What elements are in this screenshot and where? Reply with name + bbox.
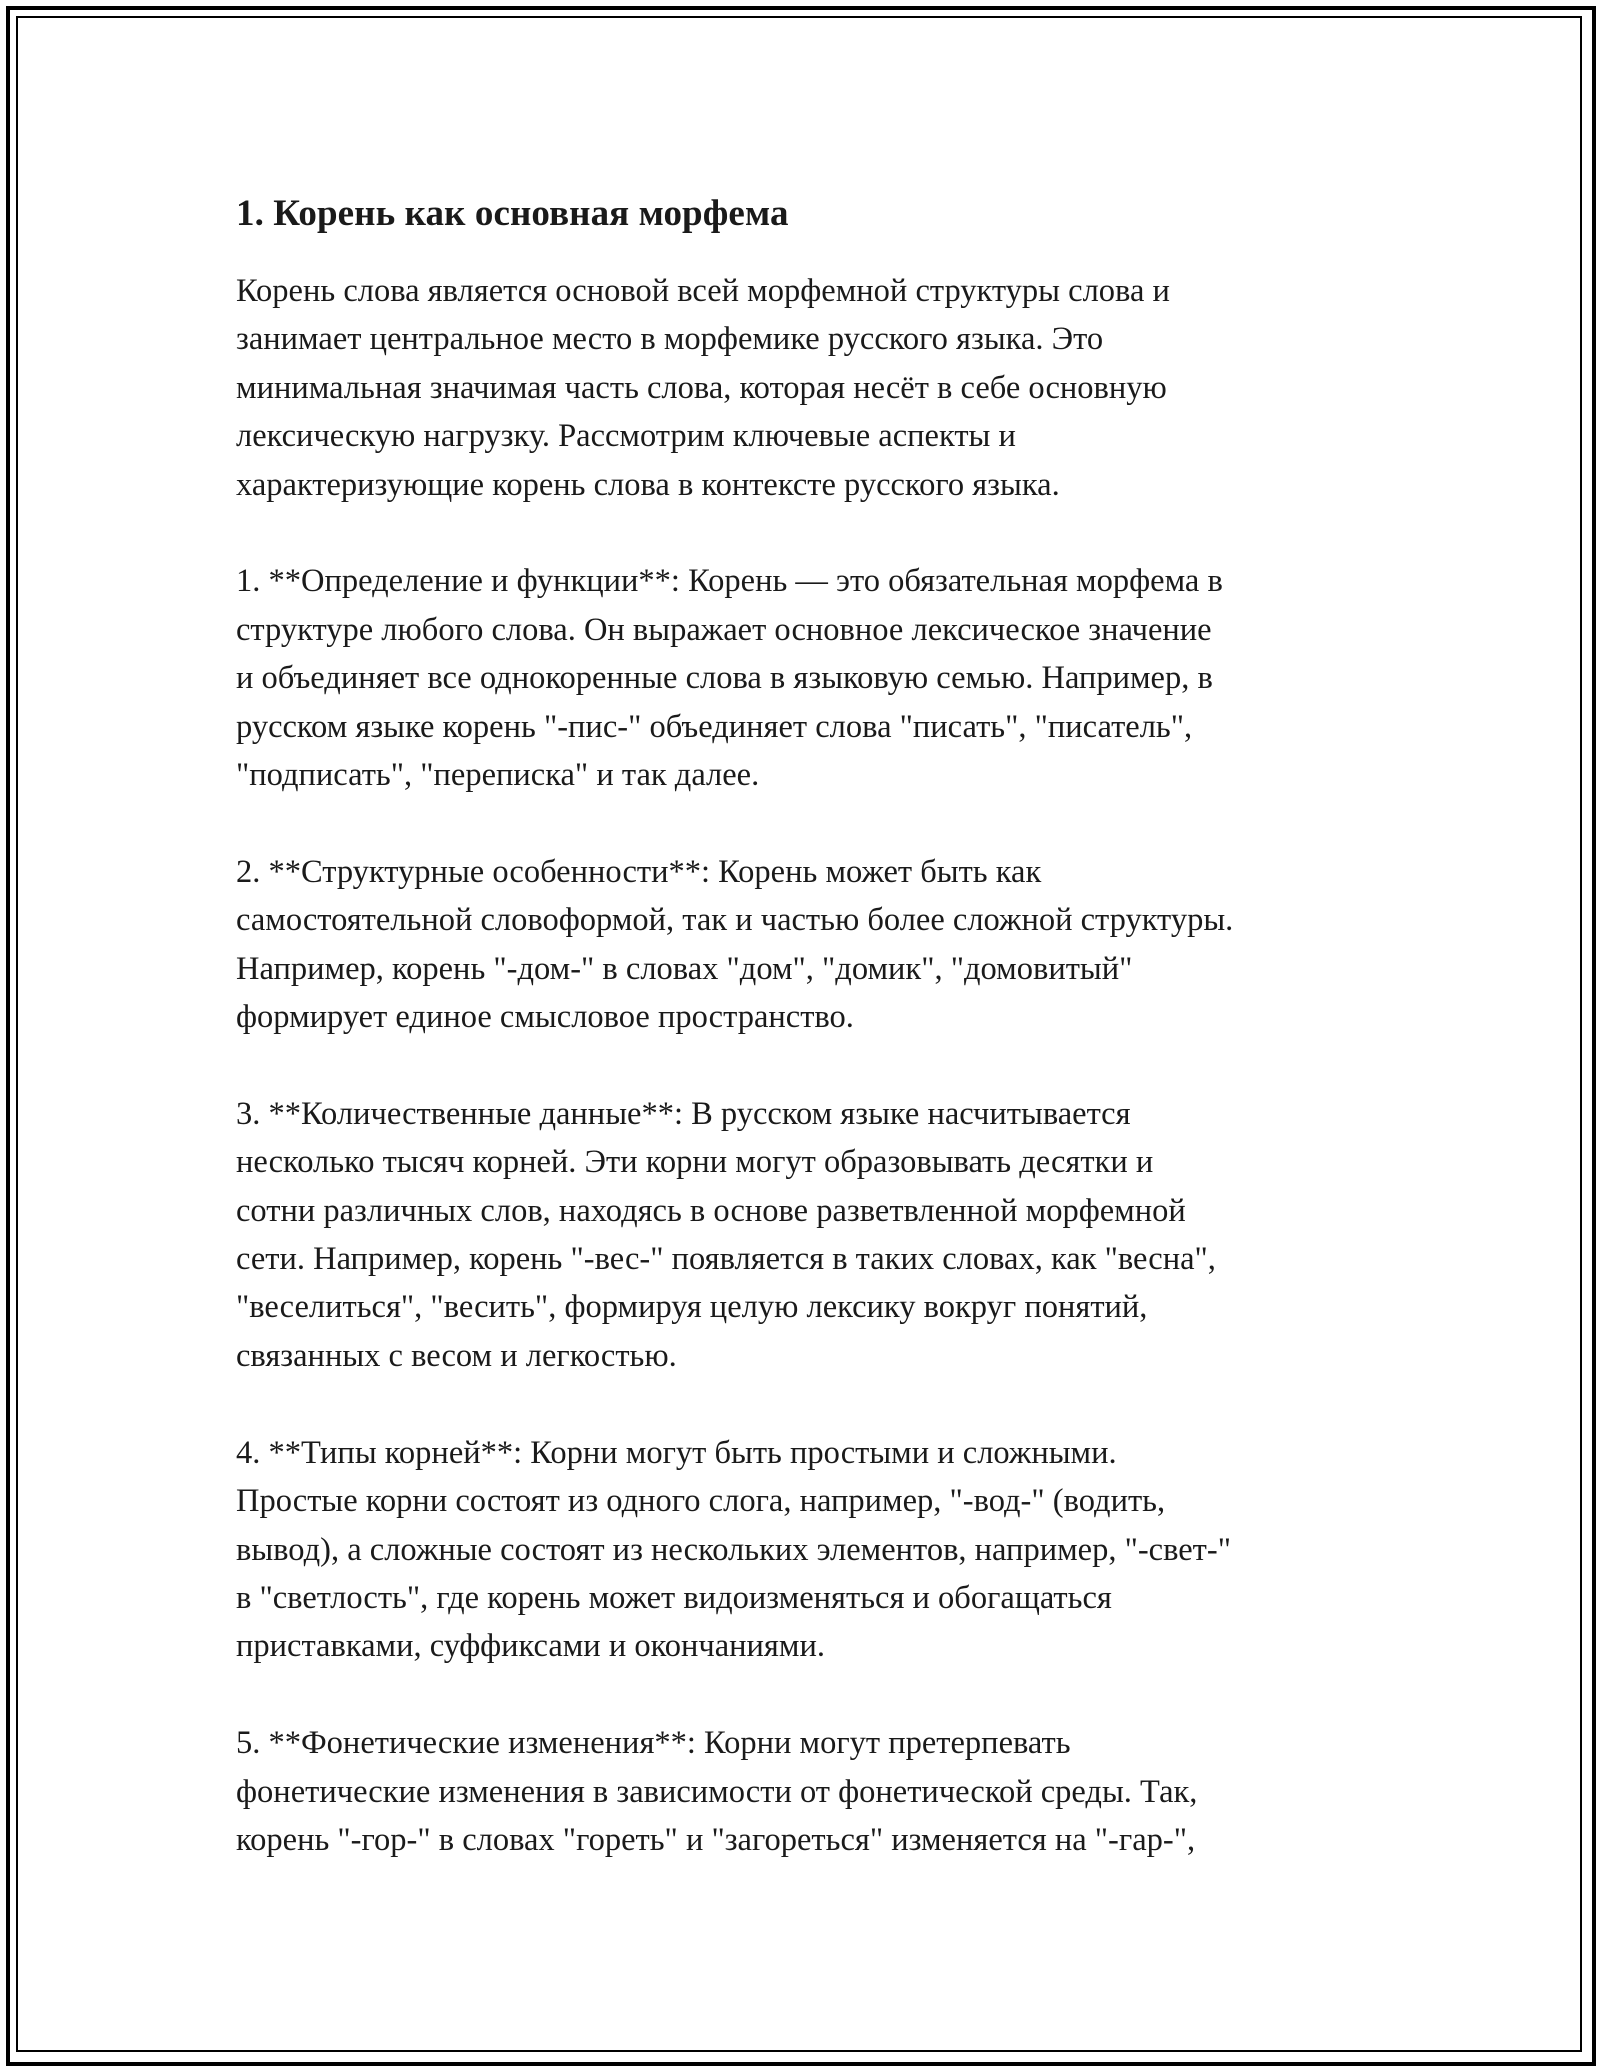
point-3-paragraph <box>236 1090 1366 1380</box>
text-line: 2. **Структурные особенности**: Корень может быть как <box>236 853 1042 890</box>
text-line: русском языке корень "-пис-" объединяет слова "писать", "писатель", <box>236 708 1193 745</box>
text-line: в "светлость", где корень может видоизменяться и обогащаться <box>236 1579 1112 1616</box>
text-line: характеризующие корень слова в контексте русского языка. <box>236 466 1060 503</box>
text-line: несколько тысяч корней. Эти корни могут образовывать десятки и <box>236 1144 1154 1181</box>
text-line: вывод), а сложные состоят из нескольких элементов, например, "-свет-" <box>236 1531 1231 1568</box>
text-line: сети. Например, корень "-вес-" появляется в таких словах, как "весна", <box>236 1241 1216 1278</box>
text-line: формирует единое смысловое пространство. <box>236 999 854 1036</box>
text-line: 1. **Определение и функции**: Корень — это обязательная морфема в <box>236 563 1223 600</box>
text-line: занимает центральное место в морфемике русского языка. Это <box>236 321 1104 358</box>
point-1-paragraph <box>236 557 1366 799</box>
section-heading: 1. Корень как основная морфема <box>236 193 789 234</box>
intro-paragraph <box>236 267 1366 509</box>
point-2-paragraph <box>236 848 1366 1042</box>
text-line: лексическую нагрузку. Рассмотрим ключевые аспекты и <box>236 418 1016 455</box>
text-line: 4. **Типы корней**: Корни могут быть простыми и сложными. <box>236 1434 1117 1471</box>
document-page <box>236 188 1366 1913</box>
text-line: сотни различных слов, находясь в основе разветвленной морфемной <box>236 1192 1186 1229</box>
text-line: 5. **Фонетические изменения**: Корни могут претерпевать <box>236 1725 1071 1762</box>
text-line: Корень слова является основой всей морфемной структуры слова и <box>236 273 1170 309</box>
text-line: самостоятельной словоформой, так и частью более сложной структуры. <box>236 902 1234 939</box>
text-line: корень "-гор-" в словах "гореть" и "загореться" изменяется на "-гар-", <box>236 1821 1196 1858</box>
text-line: "веселиться", "весить", формируя целую лексику вокруг понятий, <box>236 1289 1148 1326</box>
text-line: связанных с весом и легкостью. <box>236 1337 677 1374</box>
text-line: 3. **Количественные данные**: В русском языке насчитывается <box>236 1095 1131 1132</box>
text-line: и объединяет все однокоренные слова в языковую семью. Например, в <box>236 660 1213 697</box>
text-line: "подписать", "переписка" и так далее. <box>236 757 760 794</box>
text-line: структуре любого слова. Он выражает основное лексическое значение <box>236 611 1212 648</box>
text-line: Простые корни состоят из одного слога, например, "-вод-" (водить, <box>236 1483 1166 1520</box>
text-line: фонетические изменения в зависимости от фонетической среды. Так, <box>236 1773 1198 1810</box>
text-line: приставками, суффиксами и окончаниями. <box>236 1628 825 1665</box>
text-line: Например, корень "-дом-" в словах "дом", "домик", "домовитый" <box>236 950 1133 987</box>
point-4-paragraph <box>236 1429 1366 1671</box>
point-5-paragraph <box>236 1719 1366 1864</box>
text-line: минимальная значимая часть слова, которая несёт в себе основную <box>236 369 1167 406</box>
